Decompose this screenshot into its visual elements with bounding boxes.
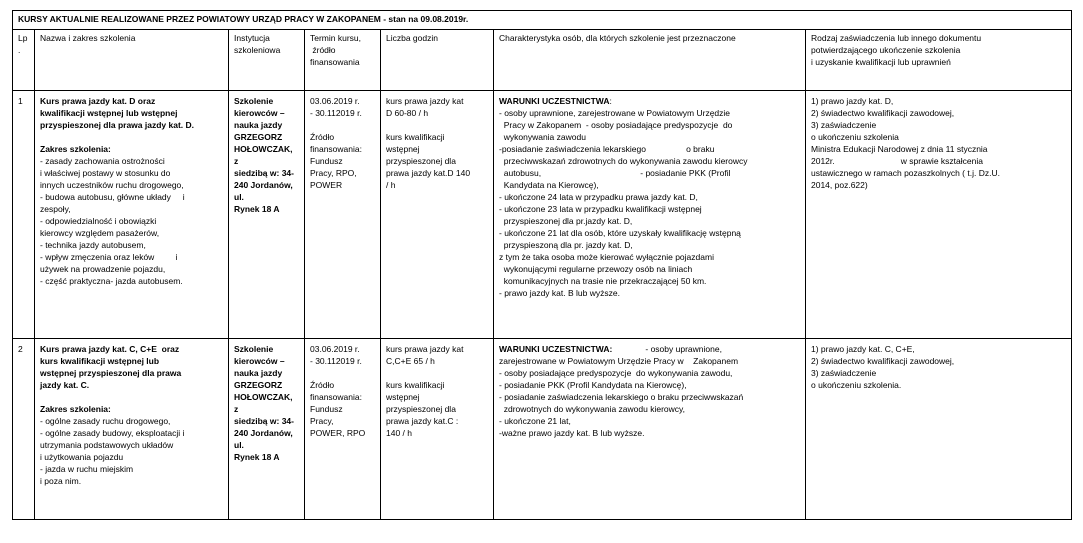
- scope-label: Zakres szkolenia:: [40, 144, 111, 154]
- certificate: 1) prawo jazdy kat. C, C+E, 2) świadectwo kwalifikacji zawodowej, 3) zaświadczenie o ukończeniu szkolenia.: [806, 339, 1072, 520]
- certificate: 1) prawo jazdy kat. D, 2) świadectwo kwalifikacji zawodowej, 3) zaświadczenie o ukończeniu szkolenia Ministra Edukacji Narodowej z dnia 11 stycznia 2012r. w sprawie kształcenia ustawicznego w ramach pozaszkolnych ( t.j. Dz.U. 2014, poz.622): [806, 91, 1072, 339]
- course-term: 03.06.2019 r. - 30.112019 r.: [310, 96, 362, 118]
- institution: Szkolenie kierowców – nauka jazdy GRZEGORZ HOŁOWCZAK, z siedzibą w: 34- 240 Jordanów, ul. Rynek 18 A: [229, 91, 305, 339]
- col-header-lp: Lp.: [13, 30, 35, 91]
- row-number: 1: [13, 91, 35, 339]
- document-title: KURSY AKTUALNIE REALIZOWANE PRZEZ POWIATOWY URZĄD PRACY W ZAKOPANEM - stan na 09.08.2019r.: [13, 11, 1072, 30]
- course-term: 03.06.2019 r. - 30.112019 r.: [310, 344, 362, 366]
- table-row: [13, 91, 1072, 339]
- conditions-cell: [494, 339, 806, 520]
- courses-table: [12, 10, 1072, 520]
- conditions-label: WARUNKI UCZESTNICTWA: [499, 96, 610, 106]
- row-number: 2: [13, 339, 35, 520]
- conditions-text: : - osoby uprawnione, zarejestrowane w Powiatowym Urzędzie Pracy w Zakopanem - osoby posiadające predyspozycje do wykonywania zawodu -posiadanie zaświadczenia lekarskiego o braku przeciwwskazań zdrowotnych do wykonywania zawodu kierowcy autobusu, - posiadanie PKK (Profil Kandydata na Kierowcę), - ukończone 24 lata w przypadku prawa jazdy kat. D, - ukończone 23 lata w przypadku kwalifikacji wstępnej przyspieszonej dla pr.jazdy kat. D, - ukończone 21 lat dla osób, które uzyskały kwalifikację wstępną przyspieszoną dla pr. jazdy kat. D, z tym że taka osoba może kierować wyłącznie pojazdami wykonującymi regularne przewozy osób na liniach komunikacyjnych na trasie nie przekraczającej 50 km. - prawo jazdy kat. B lub wyższe.: [499, 96, 748, 298]
- hours-qualification: kurs kwalifikacji wstępnej przyspieszonej dla prawa jazdy kat.D 140 / h: [386, 132, 471, 190]
- term-cell: [305, 339, 381, 520]
- institution: Szkolenie kierowców – nauka jazdy GRZEGORZ HOŁOWCZAK, z siedzibą w: 34- 240 Jordanów, ul. Rynek 18 A: [229, 339, 305, 520]
- table-row: [13, 339, 1072, 520]
- header-row: [13, 30, 1072, 91]
- col-header-conditions: Charakterystyka osób, dla których szkolenie jest przeznaczone: [494, 30, 806, 91]
- course-scope: - zasady zachowania ostrożności i właściwej postawy w stosunku do innych uczestników ruchu drogowego, - budowa autobusu, główne układy i zespoły, - odpowiedzialność i obowiązki kierowcy względem pasażerów, - technika jazdy autobusem, - wpływ zmęczenia oraz leków i używek na prowadzenie pojazdu, - część praktyczna- jazda autobusem.: [40, 156, 185, 286]
- funding-source: Źródło finansowania: Fundusz Pracy, RPO, POWER: [310, 132, 362, 190]
- hours-driving: kurs prawa jazdy kat C,C+E 65 / h: [386, 344, 464, 366]
- col-header-name: Nazwa i zakres szkolenia: [35, 30, 229, 91]
- conditions-label: WARUNKI UCZESTNICTWA:: [499, 344, 613, 354]
- col-header-term: Termin kursu, źródło finansowania: [305, 30, 381, 91]
- hours-qualification: kurs kwalifikacji wstępnej przyspieszonej dla prawa jazdy kat.C : 140 / h: [386, 380, 459, 438]
- col-header-hours: Liczba godzin: [381, 30, 494, 91]
- course-name-cell: [35, 339, 229, 520]
- course-name-cell: [35, 91, 229, 339]
- conditions-cell: [494, 91, 806, 339]
- scope-label: Zakres szkolenia:: [40, 404, 111, 414]
- course-name: Kurs prawa jazdy kat. D oraz kwalifikacji wstępnej lub wstępnej przyspieszonej dla prawa jazdy kat. D.: [40, 96, 194, 130]
- course-name: Kurs prawa jazdy kat. C, C+E oraz kurs kwalifikacji wstępnej lub wstępnej przyspieszonej dla prawa jazdy kat. C.: [40, 344, 182, 390]
- funding-source: Źródło finansowania: Fundusz Pracy, POWER, RPO: [310, 380, 366, 438]
- course-scope: - ogólne zasady ruchu drogowego, - ogólne zasady budowy, eksploatacji i utrzymania podstawowych układów i użytkowania pojazdu - jazda w ruchu miejskim i poza nim.: [40, 416, 185, 486]
- hours-cell: [381, 91, 494, 339]
- col-header-institution: Instytucja szkoleniowa: [229, 30, 305, 91]
- hours-cell: [381, 339, 494, 520]
- term-cell: [305, 91, 381, 339]
- col-header-certificate: Rodzaj zaświadczenia lub innego dokumentu potwierdzającego ukończenie szkolenia i uzyskanie kwalifikacji lub uprawnień: [806, 30, 1072, 91]
- conditions-text: - osoby uprawnione, zarejestrowane w Powiatowym Urzędzie Pracy w Zakopanem - osoby posiadające predyspozycje do wykonywania zawodu, - posiadanie PKK (Profil Kandydata na Kierowcę), - posiadanie zaświadczenia lekarskiego o braku przeciwwskazań zdrowotnych do wykonywania zawodu kierowcy, - ukończone 21 lat, -ważne prawo jazdy kat. B lub wyższe.: [499, 344, 744, 438]
- hours-driving: kurs prawa jazdy kat D 60-80 / h: [386, 96, 464, 118]
